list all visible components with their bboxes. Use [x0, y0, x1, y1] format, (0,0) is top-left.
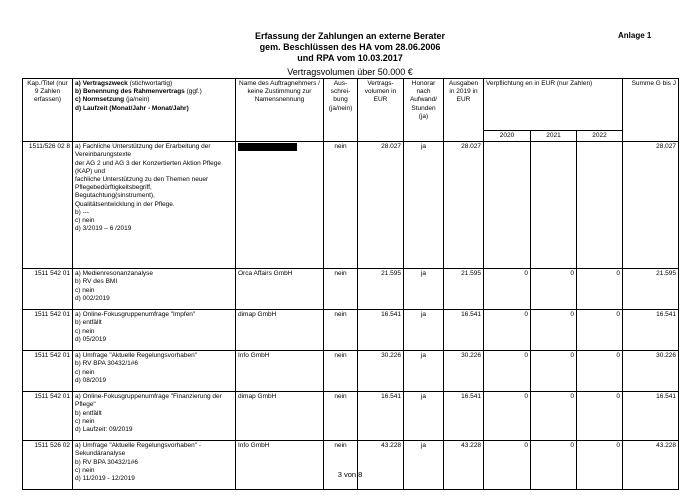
cell-2022: 0 [577, 269, 623, 310]
cell-purpose: a) Umfrage "Aktuelle Regelungsvorhaben" b) RV BPA 30432/1#6 c) nein d) 08/2019 [73, 351, 236, 392]
cell-honorar: ja [404, 310, 444, 351]
cell-ausgaben: 21.595 [444, 269, 484, 310]
cell-2020: 0 [484, 269, 531, 310]
cell-2022: 0 [577, 310, 623, 351]
cell-name: Info GmbH [236, 351, 324, 392]
title-line: und RPA vom 10.03.2017 [297, 53, 403, 63]
page-number: 3 von 8 [337, 470, 363, 479]
table-row [23, 392, 679, 441]
cell-honorar: ja [404, 351, 444, 392]
cell-purpose: a) Fachliche Unterstützung der Erarbeitung der Vereinbarungstexte der AG 2 und AG 3 der Konzertierten Aktion Pflege (KAP) und fachliche Unterstützung zu den Themen neuer Pflegebedürftigkeitsbegriff, Begutachtung(sinstrument), Qualitätsentwicklung in der Pflege. b) --- c) nein d) 3/2019 – 6 /2019 [73, 142, 236, 269]
header-ausschreibung: Aus-schrei-bung (ja/nein) [324, 79, 358, 142]
table-row [23, 351, 679, 392]
header-volume: Vertrags-volumen in EUR [358, 79, 404, 142]
cell-summe: 28.027 [623, 142, 679, 269]
cell-2021: 0 [531, 392, 577, 441]
table-header-row [23, 79, 679, 131]
cell-name [236, 142, 324, 269]
cell-purpose: a) Medienresonanzanalyse b) RV des BMI c) nein d) 002/2019 [73, 269, 236, 310]
header-purpose: a) Vertragszweck (stichwortartig) b) Benennung des Rahmenvertrags (ggf.) c) Normsetzung (ja/nein) d) Laufzeit (Monat/Jahr - Monat/Jahr) [73, 79, 236, 142]
header-kap: Kap./Titel (nur 9 Zahlen erfassen) [23, 79, 73, 142]
header-name: Name des Auftragnehmers / keine Zustimmung zur Namensnennung [236, 79, 324, 142]
cell-2021: 0 [531, 269, 577, 310]
cell-volume: 30.226 [358, 351, 404, 392]
cell-name: Orca Affairs GmbH [236, 269, 324, 310]
table-row [23, 269, 679, 310]
cell-volume: 43.228 [358, 441, 404, 490]
cell-2020: 0 [484, 441, 531, 490]
cell-ausschreibung: nein [324, 269, 358, 310]
table-row [23, 441, 679, 490]
table-row [23, 310, 679, 351]
cell-kap: 1511/526 02 8 [23, 142, 73, 269]
annex-label: Anlage 1 [618, 31, 652, 40]
cell-2021 [531, 142, 577, 269]
cell-summe: 21.595 [623, 269, 679, 310]
cell-ausgaben: 16.541 [444, 392, 484, 441]
cell-2021: 0 [531, 351, 577, 392]
header-ausgaben: Ausgaben in 2019 in EUR [444, 79, 484, 142]
payments-table [22, 78, 679, 490]
cell-summe: 16.541 [623, 392, 679, 441]
cell-honorar: ja [404, 142, 444, 269]
header-honorar: Honorar nach Aufwand/ Stunden (ja) [404, 79, 444, 142]
cell-summe: 16.541 [623, 310, 679, 351]
header-verpflichtungen: Verpflichtung en in EUR (nur Zahlen) [484, 79, 623, 131]
cell-2021: 0 [531, 310, 577, 351]
cell-kap: 1511 542 01 [23, 269, 73, 310]
redaction-bar [238, 143, 297, 151]
document-title [200, 31, 500, 64]
cell-2022: 0 [577, 392, 623, 441]
cell-kap: 1511 542 01 [23, 310, 73, 351]
cell-2022: 0 [577, 441, 623, 490]
header-year-2021: 2021 [531, 131, 577, 142]
cell-purpose: a) Online-Fokusgruppenumfrage "Finanzierung der Pflege" b) entfällt c) nein d) Laufzeit: 09/2019 [73, 392, 236, 441]
cell-volume: 16.541 [358, 310, 404, 351]
cell-volume: 16.541 [358, 392, 404, 441]
cell-2020: 0 [484, 351, 531, 392]
cell-kap: 1511 526 02 [23, 441, 73, 490]
cell-summe: 30.226 [623, 351, 679, 392]
cell-name: Info GmbH [236, 441, 324, 490]
cell-2022: 0 [577, 351, 623, 392]
cell-2020: 0 [484, 310, 531, 351]
cell-kap: 1511 542 01 [23, 351, 73, 392]
cell-ausschreibung: nein [324, 351, 358, 392]
cell-name: dimap GmbH [236, 392, 324, 441]
cell-purpose: a) Online-Fokusgruppenumfrage "Impfen" b) entfällt c) nein d) 05/2019 [73, 310, 236, 351]
cell-ausgaben: 30.226 [444, 351, 484, 392]
header-year-2022: 2022 [577, 131, 623, 142]
header-year-2020: 2020 [484, 131, 531, 142]
cell-name: dimap GmbH [236, 310, 324, 351]
cell-2022 [577, 142, 623, 269]
cell-ausgaben: 16.541 [444, 310, 484, 351]
document-subtitle: Vertragsvolumen über 50.000 € [287, 67, 413, 77]
cell-volume: 28.027 [358, 142, 404, 269]
cell-kap: 1511 542 01 [23, 392, 73, 441]
cell-ausgaben: 43.228 [444, 441, 484, 490]
cell-honorar: ja [404, 269, 444, 310]
title-line: gem. Beschlüssen des HA vom 28.06.2006 [259, 42, 441, 52]
cell-ausschreibung: nein [324, 392, 358, 441]
cell-2020: 0 [484, 392, 531, 441]
cell-ausschreibung: nein [324, 441, 358, 490]
cell-ausschreibung: nein [324, 310, 358, 351]
cell-ausschreibung: nein [324, 142, 358, 269]
cell-purpose: a) Umfrage "Aktuelle Regelungsvorhaben" - Sekundäranalyse b) RV BPA 30432/1#6 c) nein d) 11/2019 - 12/2019 [73, 441, 236, 490]
cell-2020 [484, 142, 531, 269]
title-line: Erfassung der Zahlungen an externe Berater [254, 31, 446, 41]
cell-summe: 43.228 [623, 441, 679, 490]
cell-honorar: ja [404, 441, 444, 490]
cell-honorar: ja [404, 392, 444, 441]
cell-ausgaben: 28.027 [444, 142, 484, 269]
cell-2021: 0 [531, 441, 577, 490]
cell-volume: 21.595 [358, 269, 404, 310]
header-summe: Summe G bis J [623, 79, 679, 142]
table-row [23, 142, 679, 269]
